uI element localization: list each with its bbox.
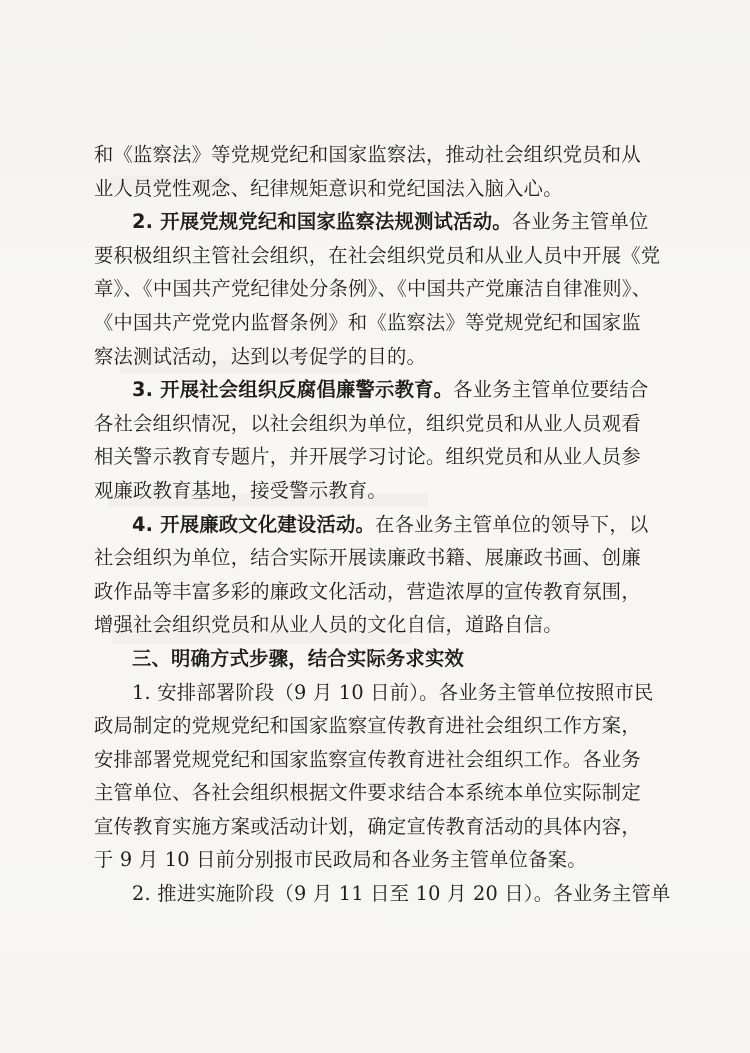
item-lead: 3. 开展社会组织反腐倡廉警示教育。 bbox=[132, 378, 454, 402]
section-item-4: 4. 开展廉政文化建设活动。在各业务主管单位的领导下，以 bbox=[132, 512, 649, 536]
section-heading: 三、明确方式步骤，结合实际务求实效 bbox=[132, 646, 465, 670]
body-line: 要积极组织主管社会组织，在社会组织党员和从业人员中开展《党 bbox=[94, 243, 661, 267]
body-line: 和《监察法》等党规党纪和国家监察法，推动社会组织党员和从 bbox=[94, 143, 641, 166]
item-lead: 2. 开展党规党纪和国家监察法规测试活动。 bbox=[132, 210, 512, 234]
body-line: 政局制定的党规党纪和国家监察宣传教育进社会组织工作方案， bbox=[94, 714, 641, 738]
body-line: 业人员党性观念、纪律规矩意识和党纪国法入脑入心。 bbox=[94, 176, 563, 200]
body-line: 社会组织为单位，结合实际开展读廉政书籍、展廉政书画、创廉 bbox=[94, 546, 641, 570]
body-line: 1. 安排部署阶段（9 月 10 日前）。各业务主管单位按照市民 bbox=[132, 680, 654, 704]
body-line: 宣传教育实施方案或活动计划，确定宣传教育活动的具体内容， bbox=[94, 814, 641, 838]
body-line: 政作品等丰富多彩的廉政文化活动，营造浓厚的宣传教育氛围， bbox=[94, 579, 641, 603]
body-line: 观廉政教育基地，接受警示教育。 bbox=[94, 478, 387, 502]
document-body bbox=[94, 138, 674, 911]
section-item-3: 3. 开展社会组织反腐倡廉警示教育。各业务主管单位要结合 bbox=[132, 378, 649, 402]
section-item-2: 2. 开展党规党纪和国家监察法规测试活动。各业务主管单位 bbox=[132, 210, 649, 234]
body-line: 主管单位、各社会组织根据文件要求结合本系统本单位实际制定 bbox=[94, 781, 641, 805]
body-line: 2. 推进实施阶段（9 月 11 日至 10 月 20 日）。各业务主管单 bbox=[132, 882, 671, 906]
body-line: 相关警示教育专题片，并开展学习讨论。组织党员和从业人员参 bbox=[94, 445, 641, 469]
item-lead: 4. 开展廉政文化建设活动。 bbox=[132, 512, 376, 536]
body-line: 增强社会组织党员和从业人员的文化自信，道路自信。 bbox=[94, 613, 563, 637]
body-line: 《中国共产党党内监督条例》和《监察法》等党规党纪和国家监 bbox=[94, 310, 641, 334]
body-line: 安排部署党规党纪和国家监察宣传教育进社会组织工作。各业务 bbox=[94, 747, 641, 771]
body-line: 各社会组织情况，以社会组织为单位，组织党员和从业人员观看 bbox=[94, 411, 641, 435]
body-line: 章》、《中国共产党纪律处分条例》、《中国共产党廉洁自律准则》、 bbox=[94, 277, 652, 301]
body-line: 于 9 月 10 日前分别报市民政局和各业务主管单位备案。 bbox=[94, 848, 587, 872]
section-heading-3 bbox=[94, 642, 674, 676]
body-line: 察法测试活动，达到以考促学的目的。 bbox=[94, 344, 427, 368]
